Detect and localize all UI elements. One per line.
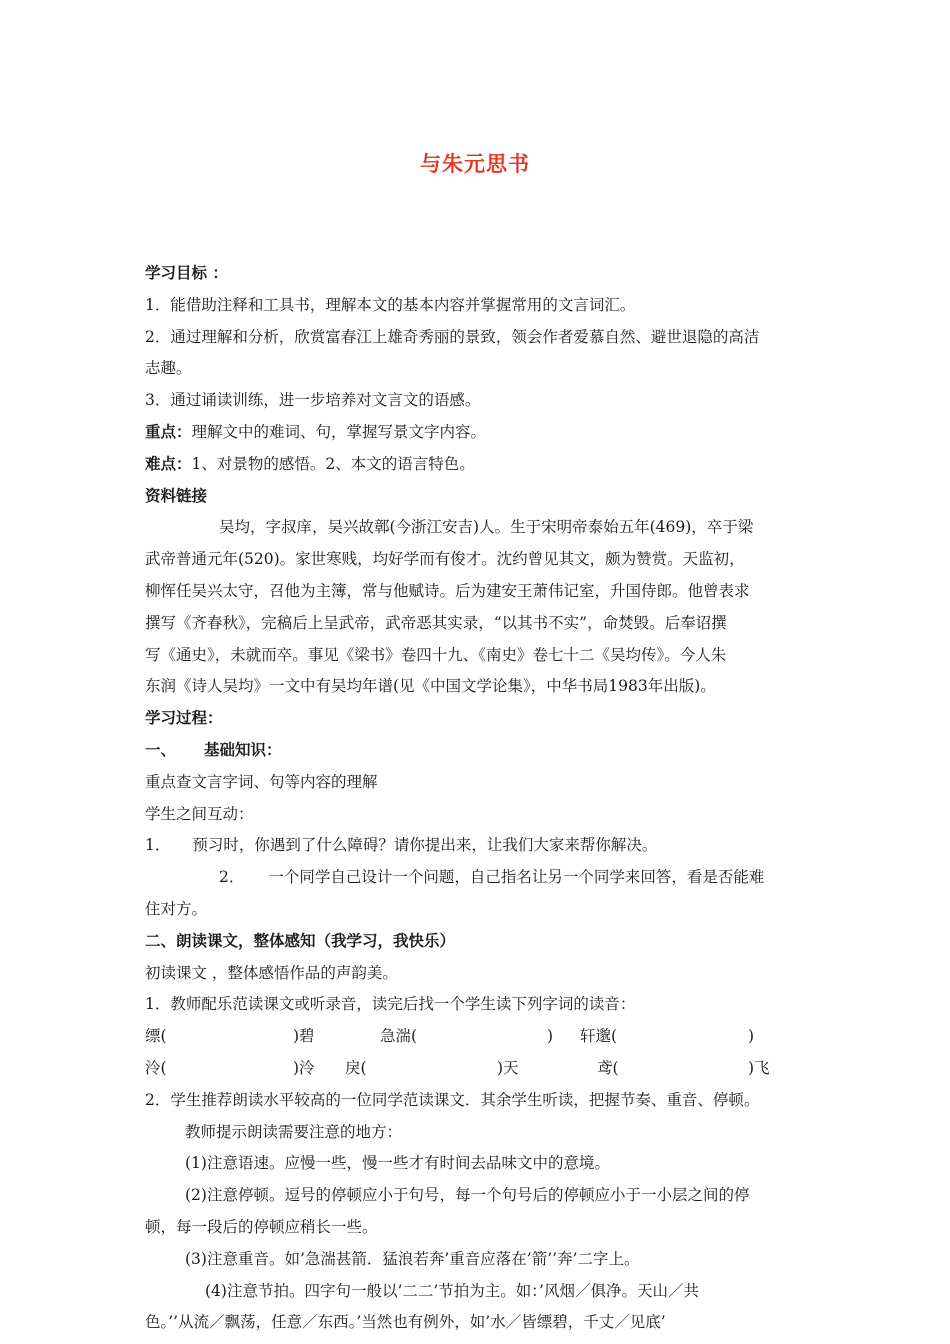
section-2-line-1: 初读课文 ，整体感悟作品的声韵美。 <box>145 963 398 982</box>
material-line-3: 柳恽任吴兴太守，召他为主簿，常与他赋诗。后为建安王萧伟记室，升国侍郎。他曾表求 <box>145 581 750 600</box>
material-line-2: 武帝普通元年(520)。家世寒贱，均好学而有俊才。沈约曾见其文，颇为赞赏。天监初， <box>145 550 745 569</box>
material-heading: 资料链接 <box>145 486 208 505</box>
pron-item: 急湍( <box>380 1027 418 1046</box>
question-1-number: 1． <box>145 836 171 855</box>
difficult-point <box>145 449 810 481</box>
difficult-point-label: 难点： <box>145 454 192 473</box>
section-1-line-1: 重点查文言字词、句等内容的理解 <box>145 772 378 791</box>
pron-item: )碧 <box>293 1027 315 1046</box>
section-1-title <box>145 735 810 767</box>
pronunciation-row-1 <box>145 1021 810 1053</box>
pron-item: 缥( <box>145 1027 167 1046</box>
question-2-number: 2． <box>219 868 245 887</box>
section-2-line-4: 教师提示朗读需要注意的地方： <box>185 1122 403 1141</box>
question-2 <box>145 862 810 894</box>
pron-item: )天 <box>497 1058 519 1077</box>
section-2-title: 二、朗读课文，整体感知（我学习，我快乐） <box>145 931 456 950</box>
key-point-label: 重点： <box>145 422 192 441</box>
pron-item: 泠( <box>145 1058 167 1077</box>
key-point <box>145 417 810 449</box>
reading-note-1: (1)注意语速。应慢一些，慢一些才有时间去品味文中的意境。 <box>185 1154 610 1173</box>
pron-item: )飞 <box>748 1058 770 1077</box>
section-2-line-2: 1．教师配乐范读课文或听录音，读完后找一个学生读下列字词的读音： <box>145 995 636 1014</box>
question-1 <box>145 830 810 862</box>
question-2-text: 一个同学自己设计一个问题，自己指名让另一个同学来回答，看是否能难 <box>268 868 765 887</box>
key-point-text: 理解文中的难词、句，掌握写景文字内容。 <box>191 422 487 441</box>
reading-note-4-cont: 色。’’从流／飘荡，任意／东西。’当然也有例外，如’水／皆缥碧，千丈／见底’ <box>145 1313 666 1332</box>
reading-note-2: (2)注意停顿。逗号的停顿应小于句号，每一个句号后的停顿应小于一小层之间的停 <box>185 1186 750 1205</box>
section-1-line-2: 学生之间互动： <box>145 804 254 823</box>
goal-item-1: 1．能借助注释和工具书，理解本文的基本内容并掌握常用的文言词汇。 <box>145 295 636 314</box>
reading-note-4: (4)注意节拍。四字句一般以’二二’节拍为主。如：’风烟／俱净。天山／共 <box>205 1281 699 1300</box>
document-title: 与朱元思书 <box>420 152 530 176</box>
pron-item: 轩邈( <box>580 1027 618 1046</box>
section-2-line-3: 2．学生推荐朗读水平较高的一位同学范读课文．其余学生听读，把握节奏、重音、停顿。 <box>145 1090 760 1109</box>
goals-heading: 学习目标 ： <box>145 264 228 282</box>
reading-note-3: (3)注意重音。如’急湍甚箭．猛浪若奔’重音应落在’箭’’奔’二字上。 <box>185 1249 640 1268</box>
section-1-number: 一、 <box>145 740 177 759</box>
goal-item-3: 3．通过诵读训练，进一步培养对文言文的语感。 <box>145 391 481 410</box>
question-1-text: 预习时，你遇到了什么障碍？请你提出来，让我们大家来帮你解决。 <box>192 836 658 855</box>
material-line-4: 撰写《齐春秋》，完稿后上呈武帝，武帝恶其实录，“以其书不实”，命焚毁。后奉诏撰 <box>145 613 727 632</box>
document-body <box>145 258 810 1339</box>
pron-item: ) <box>748 1027 755 1046</box>
reading-note-2-cont: 顿，每一段后的停顿应稍长一些。 <box>145 1217 378 1236</box>
pron-item: )泠 <box>293 1058 315 1077</box>
material-line-6: 东润《诗人吴均》一文中有吴均年谱(见《中国文学论集》，中华书局1983年出版)。 <box>145 677 716 696</box>
section-1-text: 基础知识： <box>204 740 282 759</box>
material-line-5: 写《通史》，未就而卒。事见《梁书》卷四十九、《南史》卷七十二《吴均传》。今人朱 <box>145 645 727 664</box>
process-heading: 学习过程： <box>145 709 223 728</box>
pron-item: 鸢( <box>597 1058 619 1077</box>
pron-item: 戾( <box>345 1058 367 1077</box>
material-line-1: 吴均，字叔庠，吴兴故鄣(今浙江安吉)人。生于宋明帝泰始五年(469)，卒于梁 <box>219 518 754 537</box>
pronunciation-row-2 <box>145 1053 810 1085</box>
goal-item-2-cont: 志趣。 <box>145 359 192 378</box>
question-2-cont: 住对方。 <box>145 899 208 918</box>
difficult-point-text: 1、对景物的感悟。2、本文的语言特色。 <box>191 454 475 473</box>
goal-item-2: 2．通过理解和分析，欣赏富春江上雄奇秀丽的景致，领会作者爱慕自然、避世退隐的高洁 <box>145 327 760 346</box>
pron-item: ) <box>547 1027 554 1046</box>
